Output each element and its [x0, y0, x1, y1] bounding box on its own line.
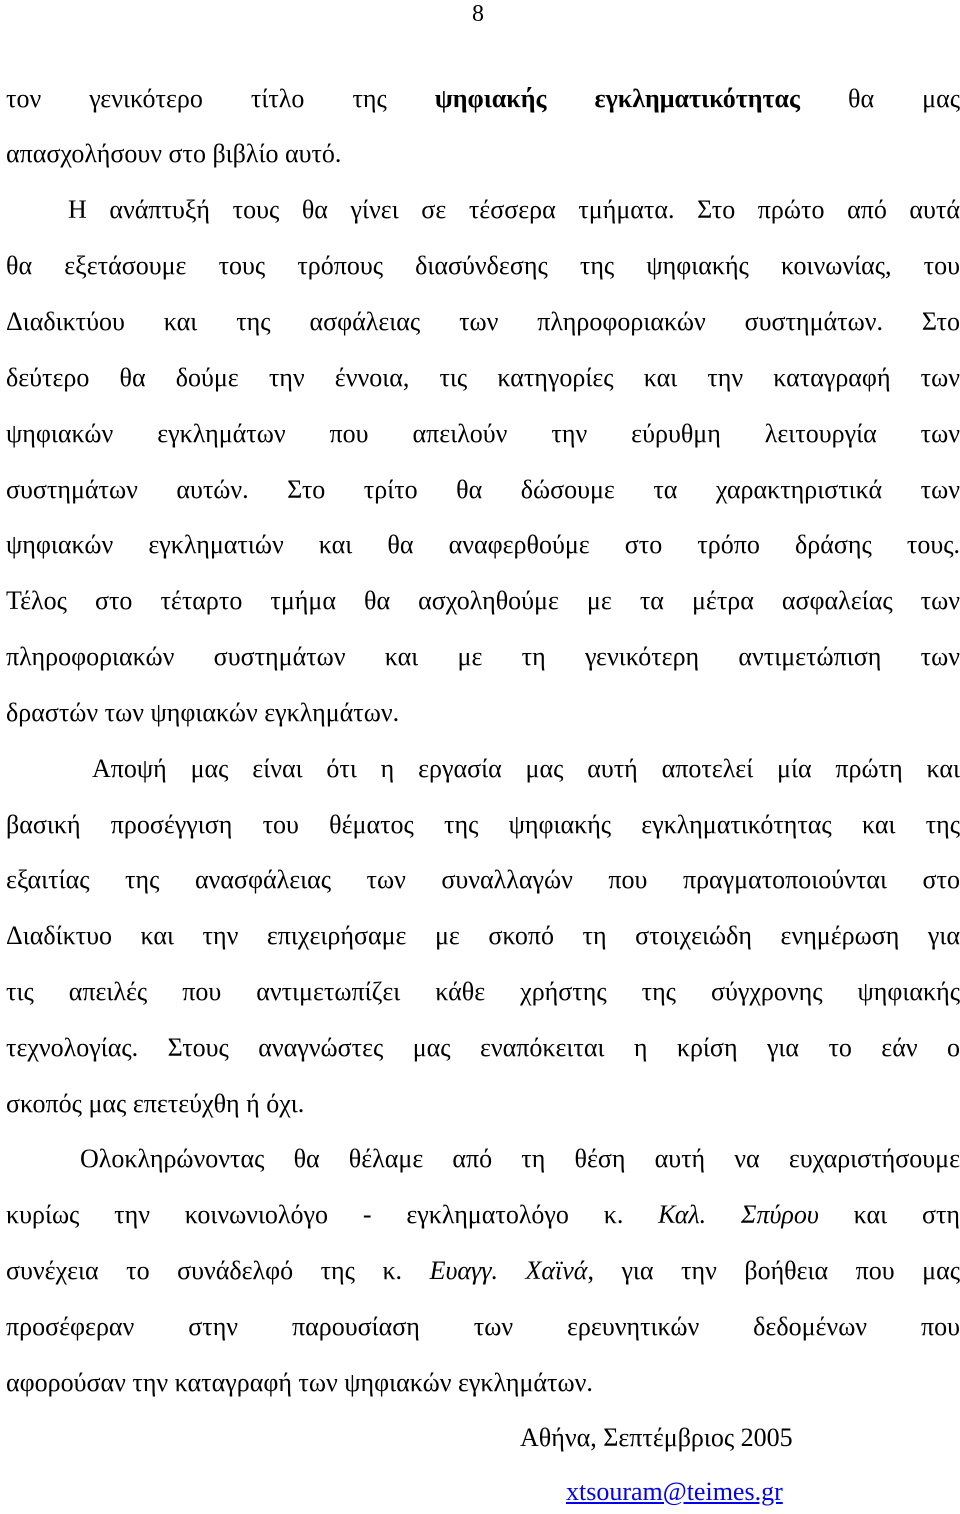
text-line: προσέφεραν στην παρουσίαση των ερευνητικών δεδομένων που: [6, 1312, 960, 1341]
text-line: ψηφιακών εγκλημάτων που απειλούν την εύρυθμη λειτουργία των: [6, 419, 960, 448]
email-link[interactable]: xtsouram@teimes.gr: [566, 1477, 783, 1506]
text-span: τον γενικότερο τίτλο της: [6, 84, 387, 113]
place-date: Αθήνα, Σεπτέμβριος 2005: [520, 1423, 793, 1452]
text-line: Διαδικτύου και της ασφάλειας των πληροφοριακών συστημάτων. Στο: [6, 307, 960, 336]
text-line: τις απειλές που αντιμετωπίζει κάθε χρήστης της σύγχρονης ψηφιακής: [6, 977, 960, 1006]
paragraph-start-line: Η ανάπτυξή τους θα γίνει σε τέσσερα τμήματα. Στο πρώτο από αυτά: [68, 195, 960, 224]
text-line: θα εξετάσουμε τους τρόπους διασύνδεσης της ψηφιακής κοινωνίας, του: [6, 251, 960, 280]
text-line: πληροφοριακών συστημάτων και με τη γενικότερη αντιμετώπιση των: [6, 642, 960, 671]
text-span: θα μας: [848, 84, 960, 113]
page-number: 8: [472, 1, 484, 27]
text-line: συστημάτων αυτών. Στο τρίτο θα δώσουμε τα χαρακτηριστικά των: [6, 475, 960, 504]
text-line: δραστών των ψηφιακών εγκλημάτων.: [6, 698, 400, 727]
paragraph-start-line: Ολοκληρώνοντας θα θέλαμε από τη θέση αυτή να ευχαριστήσουμε: [80, 1144, 960, 1173]
bold-term: ψηφιακής εγκληματικότητας: [434, 84, 800, 113]
text-line: σκοπός μας επετεύχθη ή όχι.: [6, 1089, 305, 1118]
italic-name: Καλ. Σπύρου: [658, 1200, 819, 1229]
text-span: κυρίως την κοινωνιολόγο - εγκληματολόγο κ.: [6, 1200, 624, 1229]
paragraph-start-line: Αποψή μας είναι ότι η εργασία μας αυτή αποτελεί μία πρώτη και: [92, 754, 960, 783]
text-line: τεχνολογίας. Στους αναγνώστες μας εναπόκειται η κρίση για το εάν ο: [6, 1033, 960, 1062]
text-span: , για την βοήθεια που μας: [587, 1256, 960, 1285]
text-line: [6, 84, 960, 114]
text-line: Διαδίκτυο και την επιχειρήσαμε με σκοπό τη στοιχειώδη ενημέρωση για: [6, 921, 960, 950]
text-span: συνέχεια το συνάδελφό της κ.: [6, 1256, 403, 1285]
text-line: απασχολήσουν στο βιβλίο αυτό.: [6, 139, 342, 168]
text-line: [6, 1200, 960, 1230]
text-line: δεύτερο θα δούμε την έννοια, τις κατηγορίες και την καταγραφή των: [6, 363, 960, 392]
text-line: αφορούσαν την καταγραφή των ψηφιακών εγκλημάτων.: [6, 1368, 593, 1397]
text-line: Τέλος στο τέταρτο τμήμα θα ασχοληθούμε με τα μέτρα ασφαλείας των: [6, 586, 960, 615]
text-span: και στη: [853, 1200, 960, 1229]
text-line: βασική προσέγγιση του θέματος της ψηφιακής εγκληματικότητας και της: [6, 810, 960, 839]
text-line: εξαιτίας της ανασφάλειας των συναλλαγών που πραγματοποιούνται στο: [6, 865, 960, 894]
text-line: ψηφιακών εγκληματιών και θα αναφερθούμε στο τρόπο δράσης τους.: [6, 530, 960, 559]
text-line: [6, 1256, 960, 1286]
italic-name: Ευαγγ. Χαϊνά: [429, 1256, 588, 1285]
